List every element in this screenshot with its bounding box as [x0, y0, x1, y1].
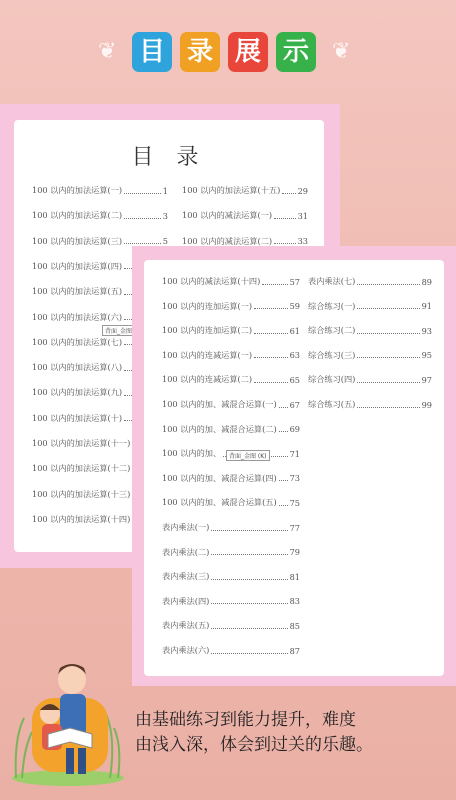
toc-entry	[308, 350, 432, 361]
toc-entry-page: 99	[421, 399, 432, 410]
toc-entry-label: 表内乘法(五)	[162, 620, 210, 631]
toc-entry	[162, 497, 300, 508]
header	[0, 32, 456, 72]
toc-entry-leader	[357, 303, 419, 309]
toc-entry-leader	[357, 402, 419, 408]
toc-entry-label: 100 以内的加法运算(二)	[32, 210, 123, 221]
toc-entry-leader	[279, 426, 288, 432]
toc-entry-label: 表内乘法(六)	[162, 645, 210, 655]
title-tile-4: 示	[276, 32, 316, 72]
toc-entry-page: 79	[289, 547, 300, 558]
page-stamp: 背面_金图	[102, 325, 135, 336]
toc-entry-page: 85	[289, 620, 300, 631]
toc-entry-page: 89	[421, 276, 432, 287]
toc-entry-page: 1	[162, 185, 168, 196]
toc-entry	[308, 301, 432, 312]
toc-entry-leader	[262, 279, 287, 285]
toc-entry-label: 100 以内的加法运算(十)	[32, 412, 123, 423]
toc-entry-leader	[124, 188, 161, 194]
toc-entry-page: 71	[289, 448, 300, 459]
toc-entry-page: 67	[289, 399, 300, 410]
toc-entry	[162, 571, 300, 582]
toc-entry-label: 100 以内的加、	[162, 448, 222, 459]
left-wing-icon: ❦	[98, 39, 117, 64]
toc-entry-label: 100 以内的加法运算(一)	[32, 185, 123, 195]
toc-entry-page: 81	[289, 571, 300, 582]
toc-entry-label: 100 以内的加法运算(七)	[32, 336, 123, 347]
toc-entry-leader	[211, 648, 287, 654]
toc-entry-label: 100 以内的减法运算(一)	[182, 210, 273, 221]
toc-entry-label: 100 以内的加法运算(十一)	[32, 438, 131, 448]
father-head-icon	[58, 666, 86, 694]
toc-entry-leader	[282, 188, 295, 194]
toc-entry-label: 100 以内的连加运算(二)	[162, 325, 253, 336]
toc-entry-label: 100 以内的加法运算(四)	[32, 260, 123, 271]
toc-entry-page: 97	[421, 374, 432, 385]
toc-entry-page: 69	[289, 424, 300, 435]
toc-entry	[162, 547, 300, 558]
bottom-caption	[135, 708, 373, 758]
toc-entry	[308, 325, 432, 336]
caption-line-1: 由基础练习到能力提升，难度	[135, 710, 356, 730]
toc-entry-leader	[211, 598, 287, 604]
caption-line-2: 由浅入深，体会到过关的乐趣。	[135, 735, 373, 755]
toc-entry-leader	[357, 279, 419, 285]
toc-entry-label: 综合练习(三)	[308, 349, 356, 360]
toc-entry-label: 100 以内的加法运算(十五)	[182, 185, 281, 195]
toc-entry-page: 59	[289, 301, 300, 312]
toc-entry	[182, 236, 308, 247]
toc-entry-label: 100 以内的加法运算(六)	[32, 311, 123, 322]
toc-entry	[162, 473, 300, 484]
toc-entry	[162, 424, 300, 435]
toc-entry-leader	[211, 623, 287, 629]
toc-entry-label: 100 以内的加法运算(十二)	[32, 463, 131, 474]
toc-entry	[162, 596, 300, 607]
toc-entry-page: 57	[289, 276, 300, 287]
toc-entry-leader	[357, 377, 419, 383]
toc-entry-label: 100 以内的加法运算(五)	[32, 286, 123, 297]
toc-entry	[162, 350, 300, 361]
toc-entry-leader	[274, 238, 295, 244]
toc-entry-label: 综合练习(二)	[308, 325, 356, 336]
toc-entry-page: 93	[421, 325, 432, 336]
toc-entry-page: 3	[162, 210, 168, 221]
toc-entry-label: 100 以内的加法运算(十三)	[32, 488, 131, 499]
toc-entry-label: 100 以内的连加运算(一)	[162, 300, 253, 311]
toc-entry	[308, 399, 432, 410]
toc-entry-label: 100 以内的加、减混合运算(五)	[162, 497, 277, 508]
toc-entry-leader	[254, 303, 287, 309]
toc-entry-label: 表内乘法(四)	[162, 595, 210, 606]
toc-entry-leader	[357, 328, 419, 334]
toc-entry-leader	[211, 574, 287, 580]
toc-entry-label: 100 以内的减法运算(十四)	[162, 276, 261, 286]
toc-title: 目 录	[131, 145, 207, 170]
toc-entry-page: 91	[421, 301, 432, 312]
toc-entry-page: 65	[289, 374, 300, 385]
toc-entry-label: 100 以内的减法运算(二)	[182, 235, 273, 246]
toc-entry-label: 100 以内的加法运算(八)	[32, 362, 123, 373]
toc-entry	[162, 374, 300, 385]
toc-entry-page: 73	[289, 473, 300, 484]
toc-entry-label: 100 以内的加法运算(十四)	[32, 513, 131, 524]
toc-entry	[32, 185, 168, 196]
toc-entry-label: 100 以内的加法运算(三)	[32, 235, 123, 246]
toc-entry	[162, 276, 300, 287]
toc-entry-leader	[279, 475, 288, 481]
toc-entry-label: 综合练习(一)	[308, 300, 356, 311]
toc-entry-label: 表内乘法(二)	[162, 546, 210, 557]
toc-entry-page: 87	[289, 645, 300, 656]
toc-entry	[162, 620, 300, 631]
toc-entry	[308, 276, 432, 287]
toc-entry	[182, 210, 308, 221]
toc-entry	[32, 210, 168, 221]
toc-entry	[162, 399, 300, 410]
toc-entry-label: 100 以内的加、减混合运算(二)	[162, 423, 277, 434]
toc-entry	[162, 325, 300, 336]
toc-page-2-panel	[132, 246, 456, 686]
title-tile-2: 录	[180, 32, 220, 72]
toc-entry-page: 29	[297, 185, 308, 196]
toc-entry-label: 综合练习(五)	[308, 399, 356, 409]
toc-entry	[162, 301, 300, 312]
toc-entry-label: 100 以内的加、减混合运算(一)	[162, 399, 277, 409]
toc-entry-leader	[124, 213, 161, 219]
toc-entry-leader	[254, 352, 287, 358]
toc-entry-label: 表内乘法(三)	[162, 571, 210, 582]
page-stamp: 背面_金图 (K)	[226, 450, 270, 461]
toc-entry-leader	[124, 238, 161, 244]
toc-entry-label: 表内乘法(一)	[162, 522, 210, 532]
toc-entry-page: 75	[289, 497, 300, 508]
toc-entry-label: 100 以内的连减运算(二)	[162, 374, 253, 385]
toc-entry-leader	[254, 328, 287, 334]
toc-entry-page: 5	[162, 236, 168, 247]
toc-entry-page: 61	[289, 325, 300, 336]
toc-entry-leader	[279, 500, 288, 506]
toc-entry-page: 83	[289, 596, 300, 607]
toc-entry-leader	[211, 549, 287, 555]
toc-entry-leader	[357, 352, 419, 358]
toc-entry	[162, 522, 300, 533]
toc-entry-label: 100 以内的加、减混合运算(四)	[162, 472, 277, 483]
toc-entry	[182, 185, 308, 196]
toc-page-2	[144, 260, 444, 676]
right-wing-icon: ❦	[332, 39, 351, 64]
toc-entry-leader	[211, 525, 287, 531]
reading-illustration	[10, 628, 128, 788]
toc-entry-label: 表内乘法(七)	[308, 276, 356, 286]
toc-entry-label: 100 以内的加法运算(九)	[32, 387, 123, 398]
toc-entry-leader	[274, 213, 295, 219]
toc-entry-page: 63	[289, 350, 300, 361]
toc-entry	[308, 374, 432, 385]
toc-entry-leader	[279, 402, 288, 408]
toc-entry-label: 100 以内的连减运算(一)	[162, 349, 253, 360]
title-tile-1: 目	[132, 32, 172, 72]
toc-entry-label: 综合练习(四)	[308, 374, 356, 385]
toc-entry-page: 31	[297, 210, 308, 221]
toc-entry	[32, 236, 168, 247]
toc-entry	[162, 645, 300, 656]
toc-entry-page: 33	[297, 236, 308, 247]
toc-entry-leader	[254, 377, 287, 383]
title-tile-3: 展	[228, 32, 268, 72]
toc-entry-page: 77	[289, 522, 300, 533]
toc-entry-page: 95	[421, 350, 432, 361]
